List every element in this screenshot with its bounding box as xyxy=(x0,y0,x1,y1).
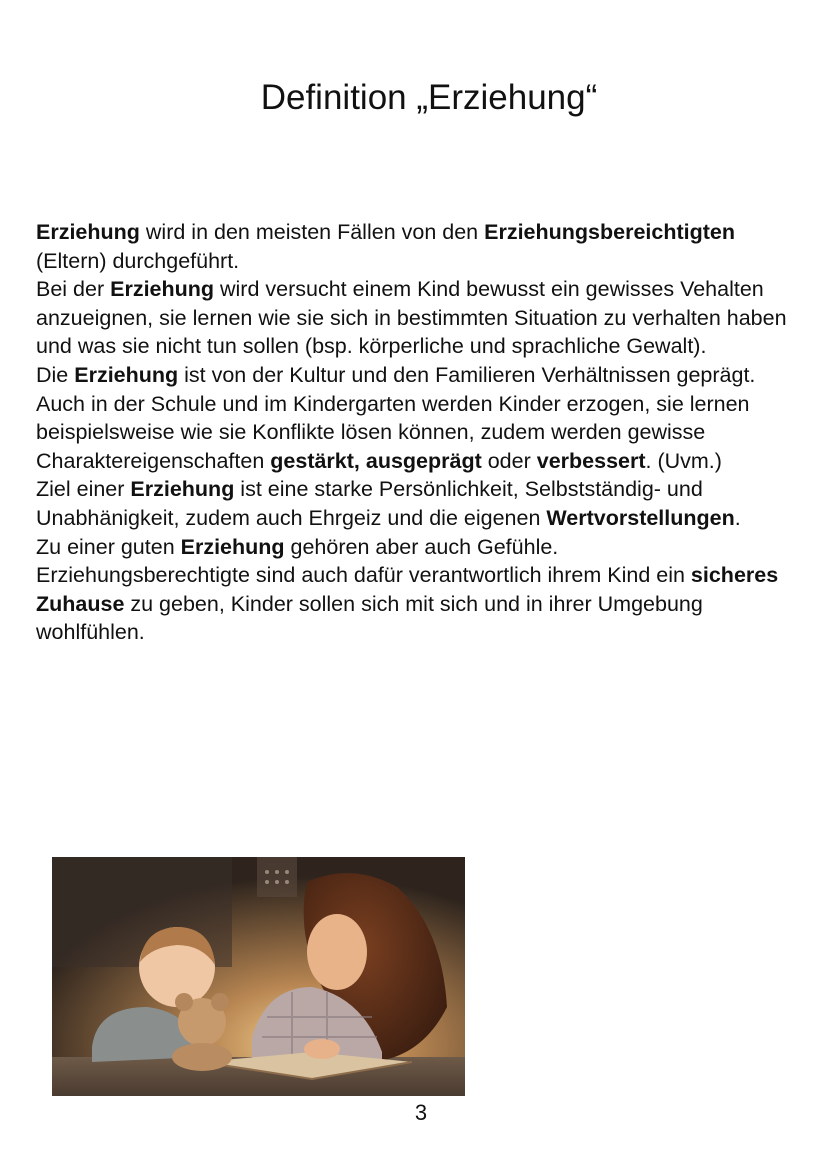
bold-term: Erziehung xyxy=(36,220,140,244)
paragraph xyxy=(36,561,806,647)
text-run: Bei der xyxy=(36,277,111,302)
text-run: wird versucht einem Kind bewusst ein gewisses Vehalten anzueignen, sie lernen wie sie sich in bestimmten Situation zu verhalten haben und was sie nicht tun sollen (bsp. körperliche und sprachliche Gewalt). xyxy=(36,277,787,359)
text-run: Erziehungsberechtigte sind auch dafür verantwortlich ihrem Kind ein xyxy=(36,563,691,588)
text-run: . xyxy=(734,505,741,530)
page-title: Definition „Erziehung“ xyxy=(260,78,598,117)
text-run: Auch in der Schule und im Kindergarten werden Kinder erzogen, sie lernen beispielsweise wie sie Konflikte lösen können, zudem werden gewisse Charaktereigenschaften xyxy=(36,391,750,473)
bold-term: Erziehung xyxy=(130,477,235,502)
text-run: . (Uvm.) xyxy=(645,448,722,473)
text-run: Ziel einer xyxy=(36,477,131,502)
text-run: Zu einer guten xyxy=(36,534,181,559)
text-run: zu geben, Kinder sollen sich mit sich und in ihrer Umgebung wohlfühlen. xyxy=(36,591,703,645)
paragraph xyxy=(36,390,806,476)
page-number: 3 xyxy=(414,1100,428,1125)
bold-term: Wertvorstellungen xyxy=(546,505,735,530)
text-run: ist von der Kultur und den Familieren Verhältnissen geprägt. xyxy=(178,362,756,387)
paragraph xyxy=(36,275,806,361)
text-run: (Eltern) durchgeführt. xyxy=(36,248,240,273)
bold-term: Erziehung xyxy=(74,362,179,387)
bold-term: Erziehung xyxy=(180,534,285,559)
body-text xyxy=(36,218,806,647)
bold-term: Erziehung xyxy=(110,277,215,302)
bold-term: sicheres Zuhause xyxy=(36,563,779,616)
bold-term: gestärkt, ausgeprägt xyxy=(270,448,482,473)
text-run: wird in den meisten Fällen von den xyxy=(139,220,485,244)
text-run: ist eine starke Persönlichkeit, Selbstständig- und Unabhänigkeit, zudem auch Ehrgeiz und die eigenen xyxy=(36,477,703,530)
bold-term: Erziehungsbereichtigten xyxy=(484,220,735,244)
bold-term: verbessert xyxy=(536,448,646,473)
text-run: Die xyxy=(36,362,75,387)
text-run: oder xyxy=(481,448,537,473)
paragraph xyxy=(36,533,806,562)
text-run: gehören aber auch Gefühle. xyxy=(284,534,559,559)
paragraph xyxy=(36,475,806,532)
mother-child-reading-photo xyxy=(52,857,465,1096)
paragraph xyxy=(36,361,806,390)
paragraph xyxy=(36,218,806,275)
